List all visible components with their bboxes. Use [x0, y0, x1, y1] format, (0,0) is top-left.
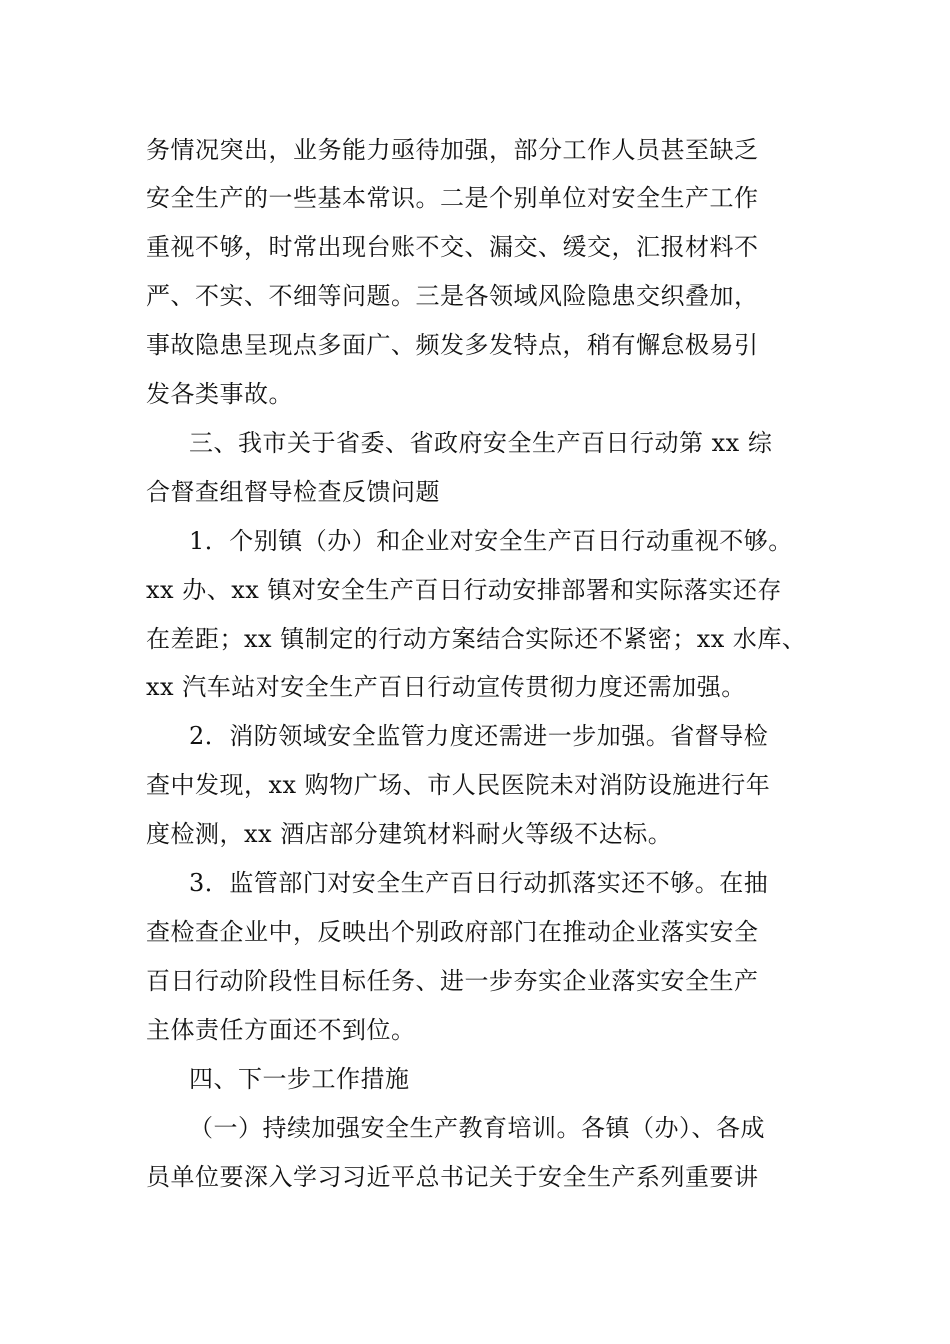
- text-line: 事故隐患呈现点多面广、频发多发特点，稍有懈怠极易引: [146, 331, 759, 359]
- text-line: 员单位要深入学习习近平总书记关于安全生产系列重要讲: [146, 1163, 759, 1191]
- section-heading: 三、我市关于省委、省政府安全生产百日行动第 xx 综: [189, 429, 773, 457]
- text-line: 务情况突出，业务能力亟待加强，部分工作人员甚至缺乏: [146, 136, 759, 164]
- text-line: 发各类事故。: [146, 380, 293, 408]
- text-line: 百日行动阶段性目标任务、进一步夯实企业落实安全生产: [146, 967, 759, 995]
- text-line: 安全生产的一些基本常识。二是个别单位对安全生产工作: [146, 184, 759, 212]
- text-line: 2．消防领域安全监管力度还需进一步加强。省督导检: [189, 722, 769, 750]
- text-line: xx 办、xx 镇对安全生产百日行动安排部署和实际落实还存: [146, 576, 782, 604]
- text-line: xx 汽车站对安全生产百日行动宣传贯彻力度还需加强。: [146, 673, 746, 701]
- section-heading: 四、下一步工作措施: [189, 1065, 410, 1093]
- text-line: 查检查企业中，反映出个别政府部门在推动企业落实安全: [146, 918, 759, 946]
- text-line: 1．个别镇（办）和企业对安全生产百日行动重视不够。: [189, 527, 793, 555]
- text-line: （一）持续加强安全生产教育培训。各镇（办）、各成: [189, 1114, 765, 1142]
- text-line: 3．监管部门对安全生产百日行动抓落实还不够。在抽: [189, 869, 769, 897]
- text-line: 严、不实、不细等问题。三是各领域风险隐患交织叠加，: [146, 282, 759, 310]
- text-line: 查中发现，xx 购物广场、市人民医院未对消防设施进行年: [146, 771, 771, 799]
- text-line: 合督查组督导检查反馈问题: [146, 478, 440, 506]
- text-line: 在差距；xx 镇制定的行动方案结合实际还不紧密；xx 水库、: [146, 625, 807, 653]
- text-line: 主体责任方面还不到位。: [146, 1016, 416, 1044]
- text-line: 重视不够，时常出现台账不交、漏交、缓交，汇报材料不: [146, 233, 759, 261]
- text-line: 度检测，xx 酒店部分建筑材料耐火等级不达标。: [146, 820, 673, 848]
